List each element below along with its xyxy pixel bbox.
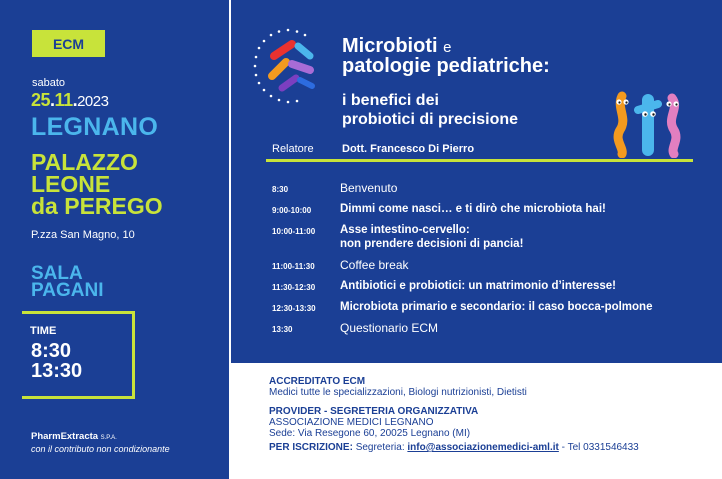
sponsor-credit <box>31 431 170 455</box>
accreditation-block <box>269 376 527 398</box>
subtitle-line: probiotici di precisione <box>342 111 519 128</box>
registration-tel: - Tel 0331546433 <box>561 442 639 453</box>
program-desc: Questionario ECM <box>340 321 439 335</box>
event-venue <box>31 151 221 217</box>
venue-line: PALAZZO <box>31 149 138 175</box>
room-line: PAGANI <box>31 280 104 301</box>
registration-line <box>269 442 639 453</box>
provider-block <box>269 406 478 439</box>
venue-line: LEONE <box>31 171 111 197</box>
registration-seg: Segreteria: <box>355 442 405 453</box>
time-start: 8:30 <box>31 340 72 362</box>
provider-title: PROVIDER - SEGRETERIA ORGANIZZATIVA <box>269 406 479 417</box>
relatore-divider <box>266 159 693 162</box>
program-time: 9:00-10:00 <box>272 206 312 215</box>
program-desc: Microbiota primario e secondario: il caso bocca-polmone <box>340 301 653 313</box>
date-sep: . <box>50 90 55 110</box>
date-year: 2023 <box>77 93 109 110</box>
relatore-label: Relatore <box>272 143 314 155</box>
program-time: 10:00-11:00 <box>272 227 316 236</box>
sponsor-brand: PharmExtracta <box>31 431 99 442</box>
event-room <box>31 265 103 299</box>
relatore-name: Dott. Francesco Di Pierro <box>342 143 475 155</box>
room-line: SALA <box>31 263 83 284</box>
title-line: Microbioti <box>342 35 438 57</box>
event-day: sabato <box>32 77 66 89</box>
venue-address: P.zza San Magno, 10 <box>31 229 135 241</box>
date-sep: . <box>72 90 78 110</box>
time-end: 13:30 <box>31 360 83 382</box>
accreditation-text: Medici tutte le specializzazioni, Biologi nutrizionisti, Dietisti <box>269 387 527 398</box>
program-time: 8:30 <box>272 185 289 194</box>
program-time: 13:30 <box>272 325 293 334</box>
subtitle-line: i benefici dei <box>342 92 439 109</box>
provider-address: Sede: Via Resegone 60, 20025 Legnano (MI) <box>269 428 471 439</box>
title-conjunction: e <box>443 39 452 56</box>
program-time: 11:00-11:30 <box>272 262 315 271</box>
event-subtitle <box>342 91 518 129</box>
date-month: 11 <box>54 90 73 110</box>
title-line: patologie pediatriche: <box>342 55 550 77</box>
registration-email-link[interactable]: info@associazionemedici-aml.it <box>407 442 559 453</box>
time-range <box>31 341 82 381</box>
sponsor-note: con il contributo non condizionante <box>31 444 170 454</box>
accreditation-title: ACCREDITATO ECM <box>269 376 366 387</box>
program-desc: Coffee break <box>340 258 409 272</box>
program-desc: Asse intestino-cervello: <box>340 224 470 236</box>
logo-icon <box>252 26 324 108</box>
venue-line: da PEREGO <box>31 193 163 219</box>
registration-label: PER ISCRIZIONE: <box>269 442 353 453</box>
bacteria-mascots-icon <box>608 88 694 158</box>
program-desc: Benvenuto <box>340 181 398 195</box>
program-desc: non prendere decisioni di pancia! <box>340 238 524 250</box>
program-desc: Antibiotici e probiotici: un matrimonio d’interesse! <box>340 280 617 292</box>
provider-name: ASSOCIAZIONE MEDICI LEGNANO <box>269 417 434 428</box>
program-time: 12:30-13:30 <box>272 304 316 313</box>
event-city: LEGNANO <box>31 113 159 141</box>
ecm-badge: ECM <box>32 30 105 57</box>
event-title <box>342 37 550 76</box>
date-day: 25 <box>31 90 51 110</box>
program-time: 11:30-12:30 <box>272 283 316 292</box>
sponsor-spa: S.P.A. <box>100 435 117 441</box>
event-date <box>31 90 108 111</box>
time-label: TIME <box>30 325 57 337</box>
program-desc: Dimmi come nasci… e ti dirò che microbiota hai! <box>340 203 606 215</box>
